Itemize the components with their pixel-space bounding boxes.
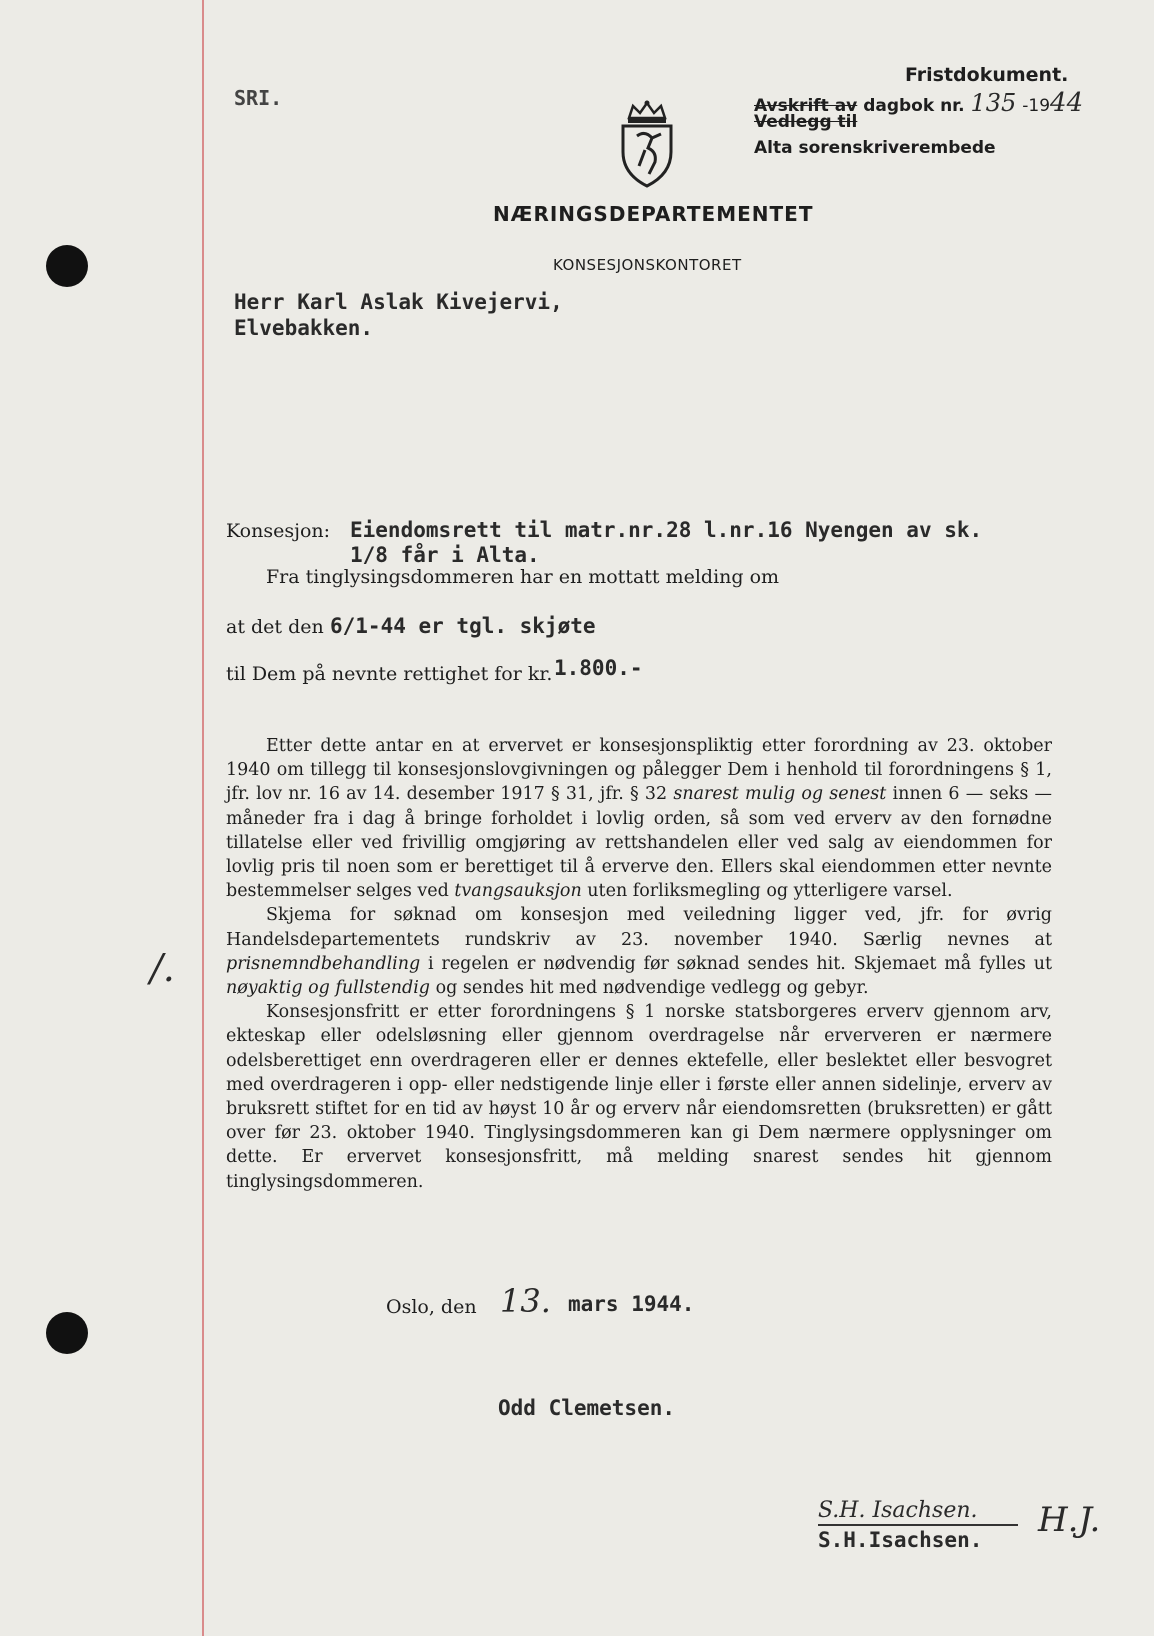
department-name: NÆRINGSDEPARTEMENTET (493, 202, 814, 226)
date-month-year: mars 1944. (568, 1292, 695, 1316)
margin-mark: /. (150, 946, 175, 990)
margin-rule (202, 0, 204, 1636)
signature-line (818, 1524, 1018, 1526)
date-day: 13. (500, 1282, 551, 1320)
stamp-diary-label: dagbok nr. (863, 96, 965, 116)
punch-hole-bottom (46, 1312, 88, 1354)
stamp-struck-attachment: Vedlegg til (754, 112, 858, 132)
paragraph-2: Skjema for søknad om konsesjon med veiledning ligger ved, jfr. for øvrig Handelsdepartementets rundskriv av 23. november 1940. Særlig nevnes at prisnemndbehandling i regelen er nødvendig før søknad sendes hit. Skjemaet må fylles ut nøyaktig og fullstendig og sendes hit med nødvendige vedlegg og gebyr. (226, 905, 1052, 999)
form-intro: Fra tinglysingsdommeren har en mottatt melding om (266, 566, 780, 588)
stamp-court: Alta sorenskriverembede (754, 138, 996, 158)
date-value: 6/1-44 er tgl. skjøte (330, 614, 596, 638)
signatory-name: Odd Clemetsen. (498, 1396, 676, 1420)
konsesjon-value-1: Eiendomsrett til matr.nr.28 l.nr.16 Nyengen av sk. (350, 518, 983, 542)
stamp-struck-copy: Avskrift av (754, 96, 858, 116)
place-label: Oslo, den (386, 1296, 477, 1318)
office-name: KONSESJONSKONTORET (553, 256, 742, 274)
handwritten-signature: S.H. Isachsen. (818, 1498, 978, 1523)
stamp-line-1: Avskrift av dagbok nr. 135 -1944 (754, 88, 1084, 118)
date-label: at det den (226, 616, 324, 638)
stamp-diary-number: 135 (970, 89, 1017, 117)
paragraph-1: Etter dette antar en at ervervet er konsesjonspliktig etter forordning av 23. oktober 1940 om tillegg til konsesjonslovgivningen og pålegger Dem i henhold til forordningens § 1, jfr. lov nr. 16 av 14. desember 1917 § 31, jfr. § 32 snarest mulig og senest innen 6 — seks — måneder fra i dag å bringe forholdet i lovlig orden, så som ved erverv av den fornødne tillatelse eller ved frivillig omgjøring av rettshandelen eller ved salg av eiendommen for lovlig pris til noen som er berettiget til å erverve den. Ellers skal eiendommen etter nevnte bestemmelser selges ved tvangsauksjon uten forliksmegling og ytterligere varsel. (226, 736, 1052, 902)
konsesjon-value-2: 1/8 får i Alta. (350, 543, 540, 567)
amount-value: 1.800.- (554, 656, 643, 680)
punch-hole-top (46, 245, 88, 287)
body-text (226, 734, 1052, 1194)
recipient-name: Herr Karl Aslak Kivejervi, (234, 290, 563, 314)
reference-code: SRI. (234, 86, 283, 110)
stamp-title: Fristdokument. (905, 64, 1069, 86)
recipient-place: Elvebakken. (234, 316, 374, 340)
typed-signature: S.H.Isachsen. (818, 1528, 983, 1552)
konsesjon-label: Konsesjon: (226, 520, 331, 542)
amount-label: til Dem på nevnte rettighet for kr. (226, 663, 553, 685)
initials: H.J. (1038, 1500, 1101, 1540)
coat-of-arms-icon (615, 100, 679, 188)
stamp-diary-year: 44 (1050, 88, 1084, 118)
paragraph-3: Konsesjonsfritt er etter forordningens § 1 norske statsborgeres erverv gjennom arv, ekteskap eller odelsløsning eller gjennom overdragelse når erververen er nærmere odelsberettiget enn overdrageren eller er dennes ektefelle, eller beslektet eller besvogret med overdrageren i opp- eller nedstigende linje eller i første eller annen sidelinje, erverv av bruksrett stiftet for en tid av høyst 10 år og erverv når eiendomsretten (bruksretten) er gått over før 23. oktober 1940. Tinglysingsdommeren kan gi Dem nærmere opplysninger om dette. Er ervervet konsesjonsfritt, må melding snarest sendes hit gjennom tinglysingsdommeren. (226, 1002, 1052, 1192)
